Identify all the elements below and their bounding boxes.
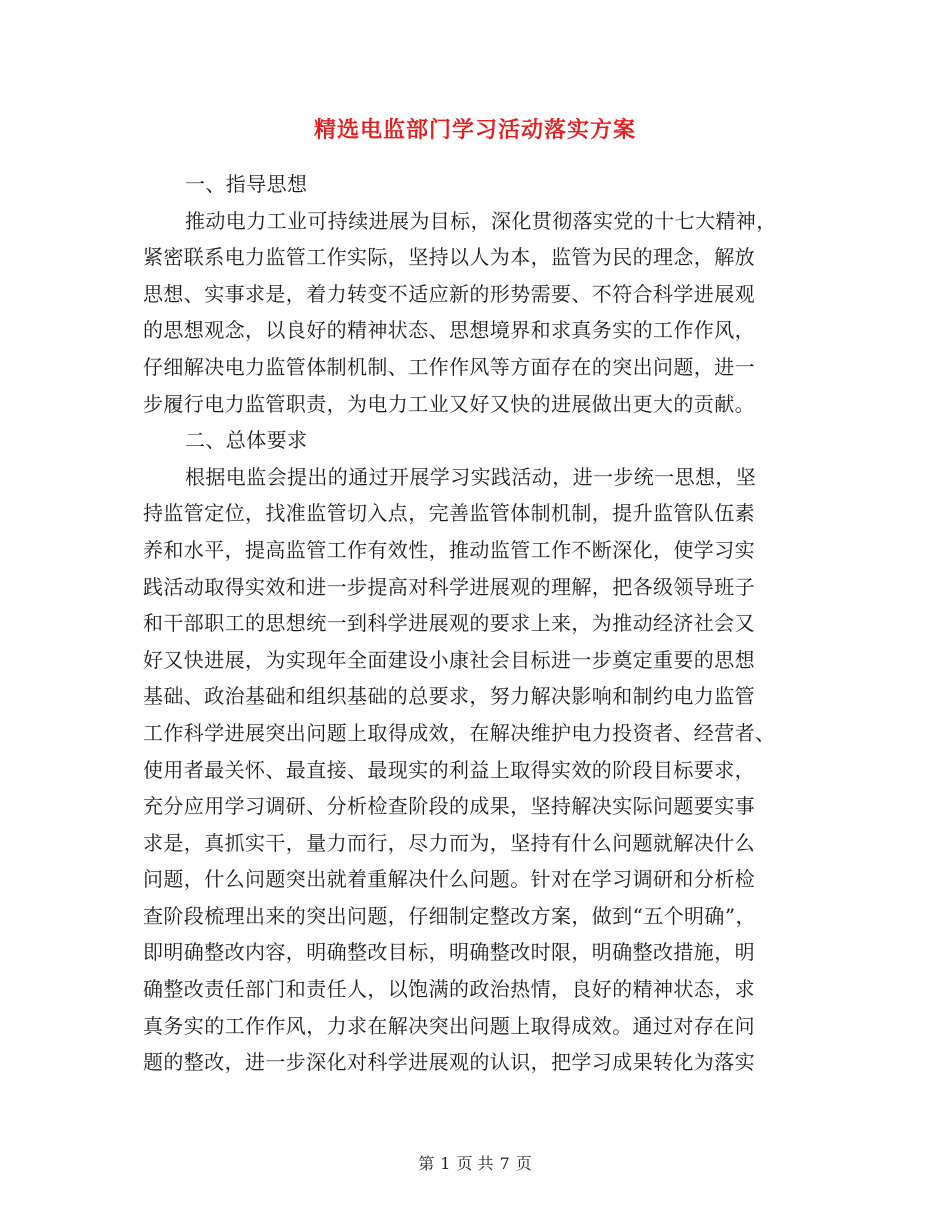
text-line: 的思想观念，以良好的精神状态、思想境界和求真务实的工作作风，: [143, 318, 755, 343]
text-line: 问题，什么问题突出就着重解决什么问题。针对在学习调研和分析检: [143, 867, 755, 892]
text-line: 步履行电力监管职责，为电力工业又好又快的进展做出更大的贡献。: [143, 391, 755, 416]
text-line: 基础、政治基础和组织基础的总要求，努力解决影响和制约电力监管: [143, 684, 755, 709]
text-line: 工作科学进展突出问题上取得成效，在解决维护电力投资者、经营者、: [143, 720, 776, 745]
text-line: 确整改责任部门和责任人，以饱满的政治热情，良好的精神状态，求: [143, 977, 755, 1002]
text-line: 好又快进展，为实现年全面建设小康社会目标进一步奠定重要的思想: [143, 647, 755, 672]
page-footer: [0, 1152, 950, 1176]
text-line: 查阶段梳理出来的突出问题，仔细制定整改方案，做到“五个明确”，: [143, 903, 756, 928]
text-line: 题的整改，进一步深化对科学进展观的认识，把学习成果转化为落实: [143, 1050, 755, 1075]
footer-page-number: 1: [440, 1154, 451, 1173]
text-line: 推动电力工业可持续进展为目标，深化贯彻落实党的十七大精神，: [185, 208, 777, 233]
footer-total-pages: 7: [499, 1154, 510, 1173]
document-title: 精选电监部门学习活动落实方案: [313, 117, 636, 143]
text-line: 践活动取得实效和进一步提高对科学进展观的理解，把各级领导班子: [143, 574, 755, 599]
text-line: 充分应用学习调研、分析检查阶段的成果，坚持解决实际问题要实事: [143, 794, 755, 819]
footer-middle: 页 共: [456, 1154, 494, 1173]
text-line: 即明确整改内容，明确整改目标，明确整改时限，明确整改措施，明: [143, 940, 755, 965]
footer-suffix: 页: [515, 1154, 532, 1173]
text-line: 和干部职工的思想统一到科学进展观的要求上来，为推动经济社会又: [143, 611, 755, 636]
text-line: 求是，真抓实干，量力而行，尽力而为，坚持有什么问题就解决什么: [143, 830, 755, 855]
text-line: 真务实的工作作风，力求在解决突出问题上取得成效。通过对存在问: [143, 1013, 755, 1038]
footer-prefix: 第: [418, 1154, 435, 1173]
text-line: 使用者最关怀、最直接、最现实的利益上取得实效的阶段目标要求，: [143, 757, 755, 782]
text-line: 一、指导思想: [185, 172, 308, 196]
text-line: 思想、实事求是，着力转变不适应新的形势需要、不符合科学进展观: [143, 281, 755, 306]
document-body: [143, 166, 808, 1081]
text-line: 仔细解决电力监管体制机制、工作作风等方面存在的突出问题，进一: [143, 354, 755, 379]
text-line: 持监管定位，找准监管切入点，完善监管体制机制，提升监管队伍素: [143, 501, 755, 526]
text-line: 养和水平，提高监管工作有效性，推动监管工作不断深化，使学习实: [143, 537, 755, 562]
text-line: 紧密联系电力监管工作实际，坚持以人为本，监管为民的理念，解放: [143, 245, 755, 270]
text-line: 根据电监会提出的通过开展学习实践活动，进一步统一思想，坚: [185, 464, 757, 489]
text-line: 二、总体要求: [185, 428, 308, 453]
